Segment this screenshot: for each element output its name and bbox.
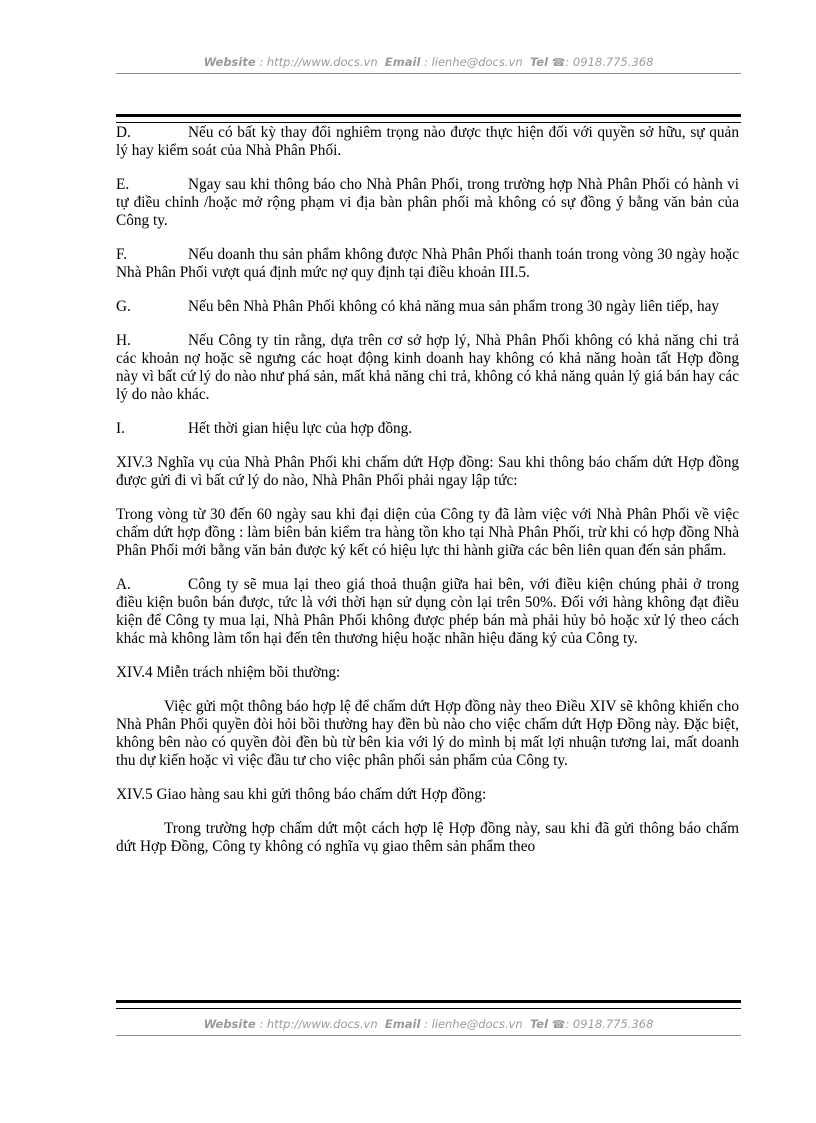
- item-text: Ngay sau khi thông báo cho Nhà Phân Phối, trong trường hợp Nhà Phân Phối có hành vi tự điều chỉnh /hoặc mở rộng phạm vi địa bàn phân phối mà không có sự đồng ý bằng văn bản của Công ty.: [116, 176, 739, 229]
- page-footer: [116, 1013, 741, 1035]
- footer-website-label: Website: [203, 1017, 256, 1031]
- item-letter: I.: [116, 420, 125, 437]
- item-letter: G.: [116, 298, 131, 315]
- page-header: [116, 51, 741, 73]
- phone-icon: ☎: [551, 56, 566, 69]
- item-d: [116, 124, 739, 160]
- footer-tel-label: Tel: [529, 1017, 549, 1031]
- header-double-rule: [116, 114, 741, 123]
- header-email-link[interactable]: : lienhe@docs.vn: [424, 55, 523, 69]
- footer-rule: [116, 1035, 741, 1036]
- item-e: [116, 176, 739, 230]
- footer-tel-value: : 0918.775.368: [565, 1017, 654, 1031]
- footer-email-link[interactable]: : lienhe@docs.vn: [424, 1017, 523, 1031]
- section-xiv5-paragraph: Trong trường hợp chấm dứt một cách hợp lệ Hợp đồng này, sau khi đã gửi thông báo chấm dứt Hợp Đồng, Công ty không có nghĩa vụ giao thêm sản phẩm theo: [116, 820, 739, 855]
- item-letter: E.: [116, 176, 130, 193]
- item-i: [116, 420, 739, 438]
- header-email-label: Email: [384, 55, 421, 69]
- item-text: Hết thời gian hiệu lực của hợp đồng.: [188, 420, 413, 437]
- item-text: Nếu có bất kỳ thay đổi nghiêm trọng nào được thực hiện đối với quyền sở hữu, sự quản lý hay kiểm soát của Nhà Phân Phối.: [116, 124, 739, 159]
- header-website-link[interactable]: : http://www.docs.vn: [259, 55, 378, 69]
- section-xiv3-paragraph: Trong vòng từ 30 đến 60 ngày sau khi đại diện của Công ty đã làm việc với Nhà Phân Phối về việc chấm dứt hợp đồng : làm biên bản kiểm tra hàng tồn kho tại Nhà Phân Phối, trừ khi có hợp đồng Nhà Phân Phối mới bằng văn bản được ký kết có hiệu lực thi hành giữa các bên liên quan đến sản phẩm.: [116, 506, 739, 559]
- item-a: [116, 576, 739, 648]
- item-letter: F.: [116, 246, 128, 263]
- phone-icon: ☎: [551, 1018, 566, 1031]
- section-xiv4-heading: XIV.4 Miễn trách nhiệm bồi thường:: [116, 664, 341, 681]
- footer-email-label: Email: [384, 1017, 421, 1031]
- item-letter: D.: [116, 124, 131, 141]
- item-text: Nếu Công ty tin rằng, dựa trên cơ sở hợp lý, Nhà Phân Phối không có khả năng chi trả các khoản nợ hoặc sẽ ngưng các hoạt động kinh doanh hay không có khả năng hoàn tất Hợp đồng này vì bất cứ lý do nào như phá sản, mất khả năng chi trả, không có khả năng quản lý giá bán hay các lý do nào khác.: [116, 332, 739, 403]
- section-xiv3: XIV.3 Nghĩa vụ của Nhà Phân Phối khi chấm dứt Hợp đồng: Sau khi thông báo chấm dứt Hợp đồng được gửi đi vì bất cứ lý do nào, Nhà Phân Phối phải ngay lập tức:: [116, 454, 739, 489]
- header-website-label: Website: [203, 55, 256, 69]
- footer-double-rule: [116, 1000, 741, 1009]
- item-letter: H.: [116, 332, 131, 349]
- header-tel-label: Tel: [529, 55, 549, 69]
- item-g: [116, 298, 739, 316]
- section-xiv5-heading: XIV.5 Giao hàng sau khi gửi thông báo chấm dứt Hợp đồng:: [116, 786, 487, 803]
- section-xiv4-paragraph: Việc gửi một thông báo hợp lệ để chấm dứt Hợp đồng này theo Điều XIV sẽ không khiến cho Nhà Phân Phối quyền đòi hỏi bồi thường hay đền bù nào cho việc chấm dứt Hợp Đồng này. Đặc biệt, không bên nào có quyền đòi đền bù từ bên kia với lý do mình bị mất lợi nhuận tương lai, mất doanh thu dự kiến hoặc vì việc đầu tư cho việc phân phối sản phẩm của Công ty.: [116, 698, 739, 769]
- footer-website-link[interactable]: : http://www.docs.vn: [259, 1017, 378, 1031]
- header-tel-value: : 0918.775.368: [565, 55, 654, 69]
- header-rule: [116, 73, 741, 74]
- item-f: [116, 246, 739, 282]
- item-text: Nếu bên Nhà Phân Phối không có khả năng mua sản phẩm trong 30 ngày liên tiếp, hay: [188, 298, 720, 315]
- item-text: Công ty sẽ mua lại theo giá thoả thuận giữa hai bên, với điều kiện chúng phải ở trong điều kiện buôn bán được, tức là với thời hạn sử dụng còn lại trên 50%. Đối với hàng không đạt điều kiện để Công ty mua lại, Nhà Phân Phối không được phép bán mà phải hủy bỏ hoặc xử lý theo cách khác mà không làm tổn hại đến tên thương hiệu hoặc nhãn hiệu đăng ký của Công ty.: [116, 576, 739, 647]
- item-h: [116, 332, 739, 404]
- document-body: [116, 124, 739, 871]
- item-letter: A.: [116, 576, 131, 593]
- item-text: Nếu doanh thu sản phẩm không được Nhà Phân Phối thanh toán trong vòng 30 ngày hoặc Nhà Phân Phối vượt quá định mức nợ quy định tại điều khoản III.5.: [116, 246, 739, 281]
